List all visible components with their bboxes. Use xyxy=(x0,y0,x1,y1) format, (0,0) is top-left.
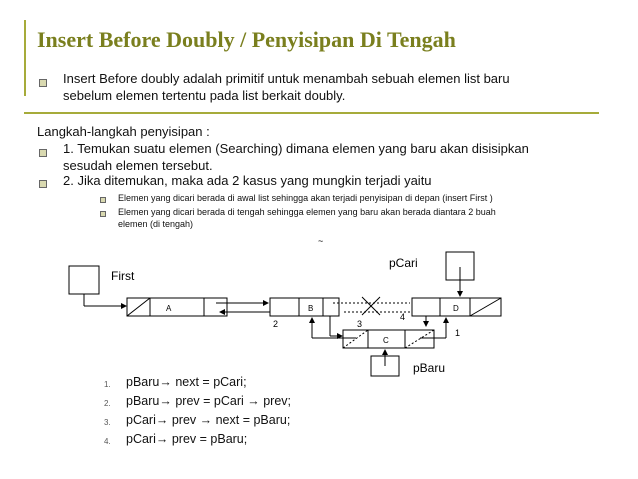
case2-line2: elemen (di tengah) xyxy=(118,219,194,229)
num-1: 1 xyxy=(455,328,461,338)
first-pointer-box xyxy=(69,266,99,294)
steps-heading: Langkah-langkah penyisipan : xyxy=(37,124,210,139)
num-3: 3 xyxy=(357,319,363,329)
code-step-number: 3. xyxy=(104,418,111,427)
node-b-label: B xyxy=(308,304,314,313)
num-4: 4 xyxy=(400,312,406,322)
slide-title: Insert Before Doubly / Penyisipan Di Tengah xyxy=(37,27,456,52)
case2-line1: Elemen yang dicari berada di tengah sehingga elemen yang baru akan berada diantara 2 buah xyxy=(118,207,496,217)
step1-line1: 1. Temukan suatu elemen (Searching) dimana elemen yang baru akan disisipkan xyxy=(63,141,529,156)
code-step-line: pCari→ prev → next = pBaru; xyxy=(126,413,291,427)
node-a xyxy=(127,298,227,316)
num-2: 2 xyxy=(273,319,279,329)
code-step-number: 2. xyxy=(104,399,111,408)
code-step-line: pCari→ prev = pBaru; xyxy=(126,432,248,446)
intro-text-line2: sebelum elemen tertentu pada list berkait doubly. xyxy=(63,88,346,103)
intro-text-line1: Insert Before doubly adalah primitif untuk menambah sebuah elemen list baru xyxy=(63,71,510,86)
code-step-number: 1. xyxy=(104,380,111,389)
pbaru-label: pBaru xyxy=(413,361,446,375)
node-a-label: A xyxy=(166,304,172,313)
code-step-line: pBaru→ prev = pCari → prev; xyxy=(126,394,291,408)
stray-mark: ~ xyxy=(318,236,324,246)
node-d-label: D xyxy=(453,304,459,313)
step2-text: 2. Jika ditemukan, maka ada 2 kasus yang mungkin terjadi yaitu xyxy=(63,173,432,188)
first-label: First xyxy=(111,269,135,283)
code-step-number: 4. xyxy=(104,437,111,446)
code-step-line: pBaru→ next = pCari; xyxy=(126,375,247,389)
case1-text: Elemen yang dicari berada di awal list sehingga akan terjadi penyisipan di depan (insert First ) xyxy=(118,193,493,203)
pcari-label: pCari xyxy=(389,256,418,270)
node-b xyxy=(270,298,339,316)
step1-line2: sesudah elemen tersebut. xyxy=(63,158,213,173)
node-c-label: C xyxy=(383,336,389,345)
